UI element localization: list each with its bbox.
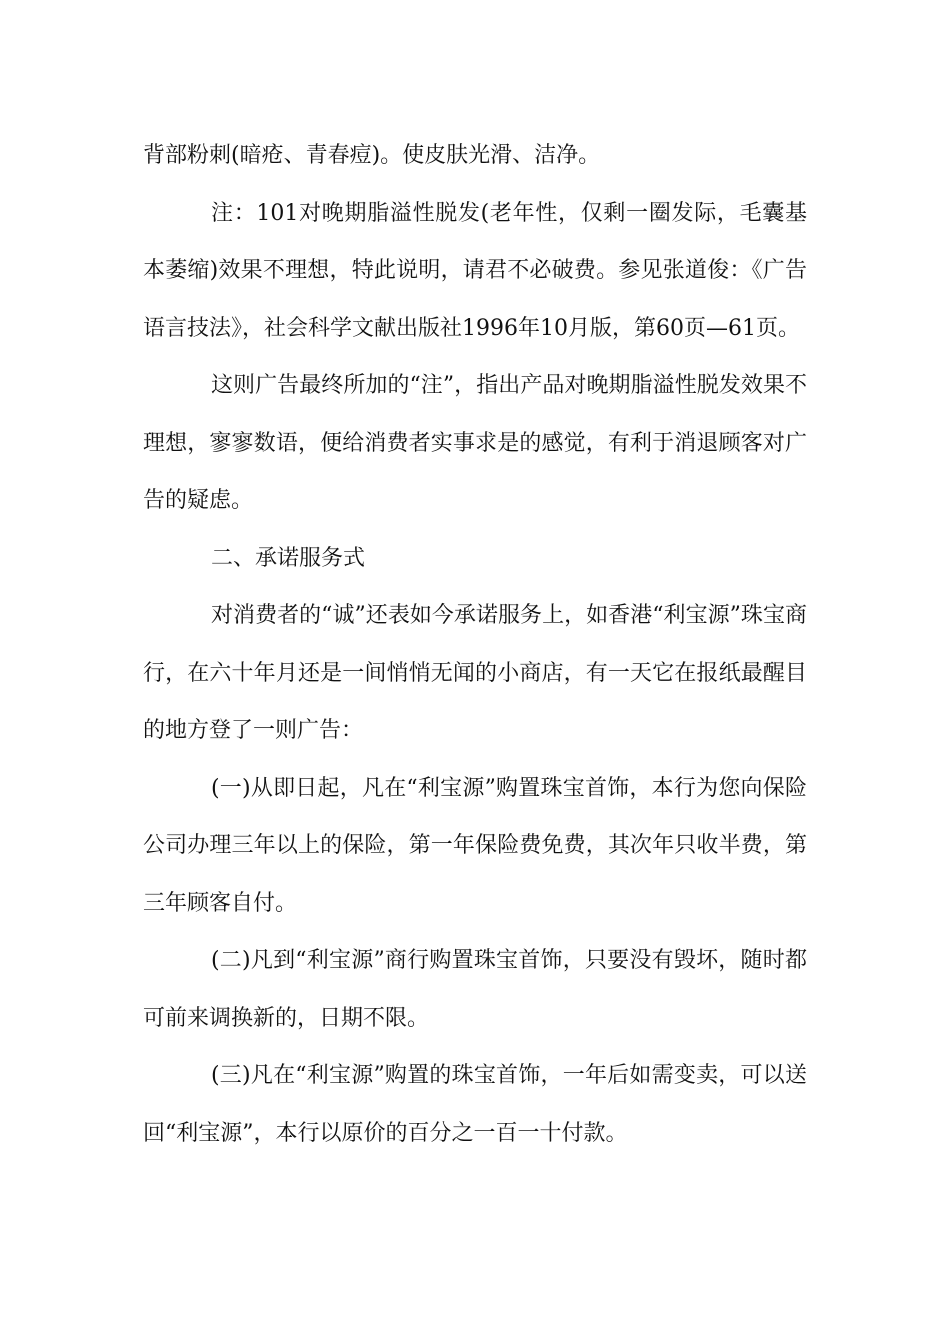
paragraph-libaoyuan-intro: 对消费者的“诚”还表如今承诺服务上，如香港“利宝源”珠宝商行，在六十年月还是一间悄悄无闻的小商店，有一天它在报纸最醒目的地方登了一则广告：: [143, 603, 807, 743]
paragraph-note: 注：101对晚期脂溢性脱发(老年性，仅剩一圈发际，毛囊基本萎缩)效果不理想，特此说明，请君不必破费。参见张道俊：《广告语言技法》，社会科学文献出版社1996年10月版，第60页—61页。: [143, 200, 807, 341]
list-item-insurance: (一)从即日起，凡在“利宝源”购置珠宝首饰，本行为您向保险公司办理三年以上的保险，第一年保险费免费，其次年只收半费，第三年顾客自付。: [143, 775, 807, 916]
body-text: [143, 127, 807, 1162]
paragraph-analysis: 这则广告最终所加的“注”，指出产品对晚期脂溢性脱发效果不理想，寥寥数语，便给消费者实事求是的感觉，有利于消退顾客对广告的疑虑。: [143, 373, 807, 513]
list-item-buyback: (三)凡在“利宝源”购置的珠宝首饰，一年后如需变卖，可以送回“利宝源”，本行以原价的百分之一百一十付款。: [143, 1063, 807, 1146]
list-item-exchange: (二)凡到“利宝源”商行购置珠宝首饰，只要没有毁坏，随时都可前来调换新的，日期不限。: [143, 948, 807, 1031]
paragraph-acne-benefit: 背部粉刺(暗疮、青春痘)。使皮肤光滑、洁净。: [143, 143, 601, 168]
section-heading-commitment-service: 二、承诺服务式: [211, 545, 366, 571]
